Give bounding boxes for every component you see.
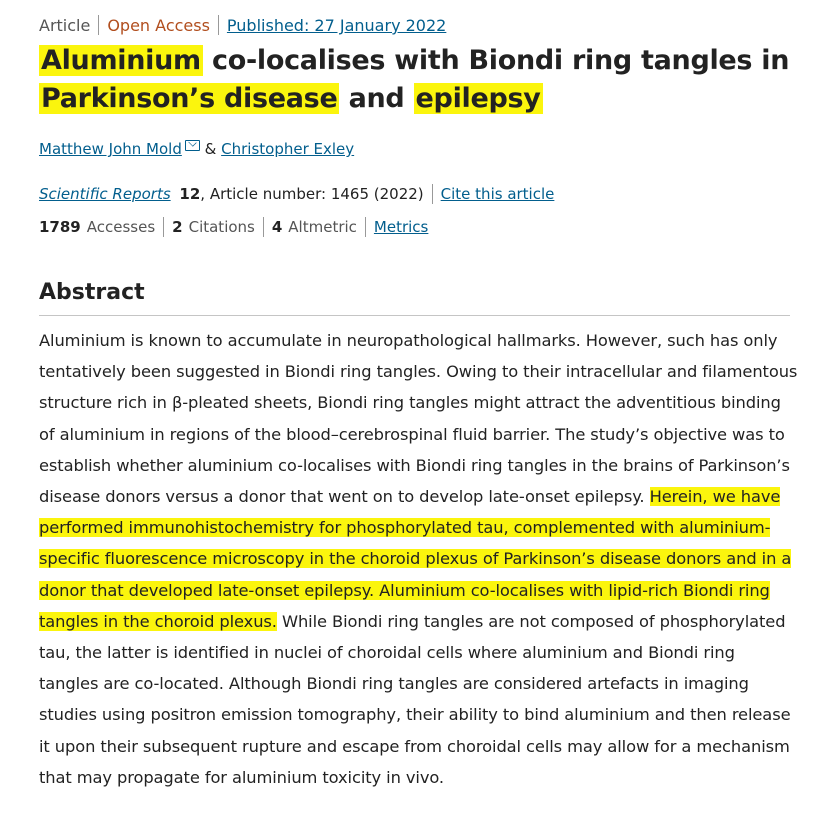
metrics-link[interactable]: Metrics <box>373 218 429 236</box>
article-type: Article <box>39 16 91 35</box>
divider <box>263 217 264 237</box>
article-title <box>39 42 799 118</box>
divider <box>365 217 366 237</box>
altmetric-count: 4 <box>271 218 283 236</box>
cite-article-link[interactable]: Cite this article <box>440 185 555 203</box>
author-link[interactable]: Matthew John Mold <box>39 140 182 158</box>
title-highlight: Aluminium <box>41 45 201 76</box>
abstract-text <box>39 325 799 793</box>
volume-number: 12 <box>179 185 201 203</box>
author-link[interactable]: Christopher Exley <box>221 140 355 158</box>
abstract-text-start: Aluminium is known to accumulate in neuropathological hallmarks. However, such has only tentatively been suggested in Biondi ring tangles. Owing to their intracellular and filamentous structure rich in β-pleated sheets, Biondi ring tangles might attract the adventitious binding of aluminium in regions of the blood–cerebrospinal fluid barrier. The study’s objective was to establish whether aluminium co-localises with Biondi ring tangles in the brains of Parkinson’s disease donors versus a donor that went on to develop late-onset epilepsy. <box>39 331 798 507</box>
divider <box>218 15 219 35</box>
author-separator: & <box>204 140 217 158</box>
published-date-link[interactable]: Published: 27 January 2022 <box>226 16 447 35</box>
divider <box>432 184 433 204</box>
title-highlight: Parkinson’s disease <box>41 83 338 114</box>
metrics-row <box>39 216 428 238</box>
journal-name: Scientific Reports <box>39 185 171 203</box>
section-divider <box>39 315 790 316</box>
divider <box>98 15 99 35</box>
accesses-label: Accesses <box>86 218 156 236</box>
journal-link[interactable] <box>39 185 171 203</box>
open-access-badge: Open Access <box>107 16 210 35</box>
author-list <box>39 138 354 160</box>
divider <box>163 217 164 237</box>
title-text: co-localises with Biondi ring tangles in <box>202 45 790 76</box>
title-text: and <box>339 83 414 114</box>
journal-info <box>39 183 554 205</box>
title-highlight: epilepsy <box>415 83 541 114</box>
mail-icon[interactable] <box>185 140 200 151</box>
altmetric-label: Altmetric <box>288 218 357 236</box>
article-meta <box>39 14 446 38</box>
citations-label: Citations <box>188 218 255 236</box>
accesses-count: 1789 <box>39 218 81 236</box>
abstract-text-end: While Biondi ring tangles are not composed of phosphorylated tau, the latter is identified in nuclei of choroidal cells where aluminium and Biondi ring tangles are co-located. Although Biondi ring tangles are considered artefacts in imaging studies using positron emission tomography, their ability to bind aluminium and then release it upon their subsequent rupture and escape from choroidal cells may allow for a mechanism that may propagate for aluminium toxicity in vivo. <box>39 611 791 787</box>
citations-count: 2 <box>172 218 183 236</box>
article-number: , Article number: 1465 (2022) <box>200 185 424 203</box>
abstract-highlight: Herein, we have performed immunohistochemistry for phosphorylated tau, complemented with aluminium-specific fluorescence microscopy in the choroid plexus of Parkinson’s disease donors and in a donor that developed late-onset epilepsy. Aluminium co-localises with lipid-rich Biondi ring tangles in the choroid plexus. <box>39 487 792 631</box>
abstract-heading: Abstract <box>39 280 145 305</box>
